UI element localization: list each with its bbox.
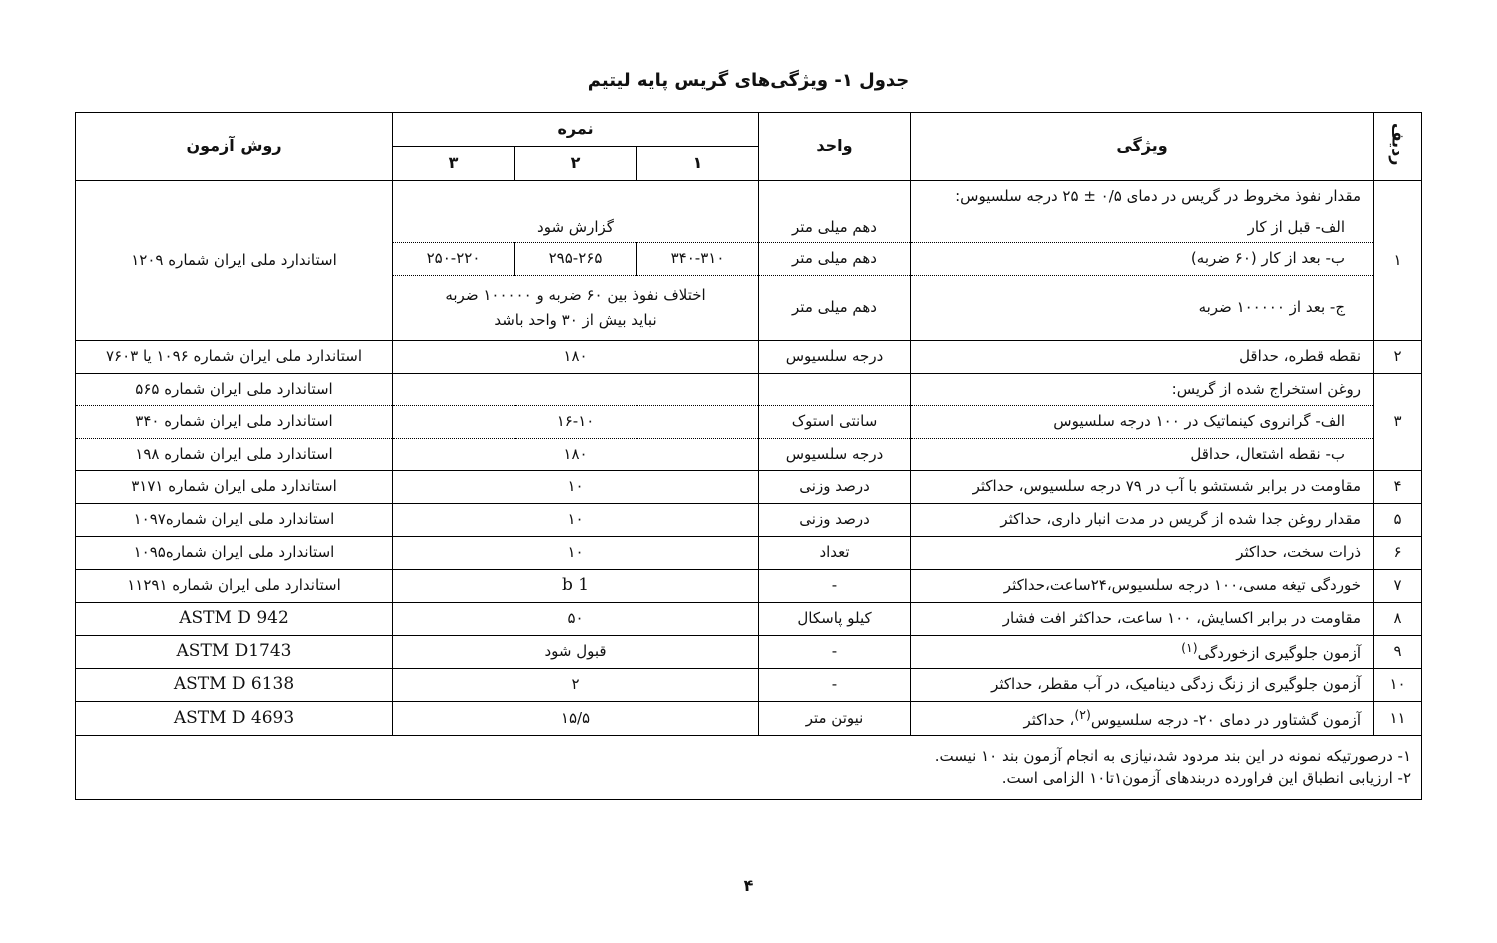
- unit-cell: دهم میلی متر: [759, 243, 911, 276]
- method-cell: ASTM D 942: [76, 603, 393, 636]
- grade-cell: ۲: [393, 669, 759, 702]
- grade-cell: ۵۰: [393, 603, 759, 636]
- property-cell: ذرات سخت، حداکثر: [911, 537, 1374, 570]
- unit-cell: -: [759, 669, 911, 702]
- notes-row: [76, 736, 1422, 800]
- property-cell: الف- گرانروی کینماتیک در ۱۰۰ درجه سلسیوس: [911, 406, 1374, 439]
- grade-cell: ۱۶-۱۰: [393, 406, 759, 439]
- property-text: ، حداکثر: [1023, 710, 1075, 729]
- table-row: [76, 406, 1422, 439]
- grade-cell: [393, 374, 759, 406]
- footnote-1: ۱- درصورتیکه نمونه در این بند مردود شد،نیازی به انجام آزمون بند ۱۰ نیست.: [934, 747, 1412, 766]
- row-number: ۱: [1374, 181, 1422, 341]
- header-row-1: [76, 113, 1422, 147]
- grade-cell: ۱۸۰: [393, 341, 759, 374]
- row-number: ۹: [1374, 636, 1422, 669]
- grade-cell: گزارش شود: [393, 213, 759, 243]
- header-test-method: روش آزمون: [76, 113, 393, 181]
- property-cell: الف- قبل از کار: [911, 213, 1374, 243]
- grease-specifications-table: [75, 112, 1422, 800]
- row-number: ۲: [1374, 341, 1422, 374]
- header-grade-2: ۲: [515, 147, 637, 181]
- unit-cell: درجه سلسیوس: [759, 439, 911, 471]
- grade-1-cell: ۳۴۰-۳۱۰: [637, 243, 759, 276]
- unit-cell: درصد وزنی: [759, 504, 911, 537]
- method-cell: استاندارد ملی ایران شماره۱۰۹۷: [76, 504, 393, 537]
- unit-cell: [759, 181, 911, 213]
- method-cell: ASTM D 6138: [76, 669, 393, 702]
- grade-2-cell: ۲۹۵-۲۶۵: [515, 243, 637, 276]
- unit-cell: درجه سلسیوس: [759, 341, 911, 374]
- property-cell: خوردگی تیغه مسی،۱۰۰ درجه سلسیوس،۲۴ساعت،حداکثر: [911, 570, 1374, 603]
- grade-cell: ۱۰: [393, 471, 759, 504]
- table-title: جدول ۱- ویژگی‌های گریس پایه لیتیم: [587, 70, 910, 91]
- unit-cell: نیوتن متر: [759, 702, 911, 736]
- footnotes: [76, 736, 1422, 800]
- method-cell: ASTM D1743: [76, 636, 393, 669]
- unit-cell: [759, 374, 911, 406]
- method-cell: استاندارد ملی ایران شماره ۵۶۵: [76, 374, 393, 406]
- property-cell: روغن استخراج شده از گریس:: [911, 374, 1374, 406]
- table-row: [76, 669, 1422, 702]
- row-number: ۳: [1374, 374, 1422, 471]
- method-cell: استاندارد ملی ایران شماره ۱۲۰۹: [76, 181, 393, 341]
- row-number: ۱۰: [1374, 669, 1422, 702]
- unit-cell: -: [759, 570, 911, 603]
- grade-cell: ۱۸۰: [393, 439, 759, 471]
- unit-cell: -: [759, 636, 911, 669]
- row-number: ۸: [1374, 603, 1422, 636]
- row-number: ۶: [1374, 537, 1422, 570]
- grade-cell: ۱۵/۵: [393, 702, 759, 736]
- row-number: ۴: [1374, 471, 1422, 504]
- header-grade-1: ۱: [637, 147, 759, 181]
- property-cell: ب- بعد از کار (۶۰ ضربه): [911, 243, 1374, 276]
- table-row: [76, 504, 1422, 537]
- unit-cell: کیلو پاسکال: [759, 603, 911, 636]
- header-radif: ردیف: [1374, 113, 1422, 181]
- unit-cell: سانتی استوک: [759, 406, 911, 439]
- table-row: [76, 570, 1422, 603]
- property-cell: مقاومت در برابر اکسایش، ۱۰۰ ساعت، حداکثر افت فشار: [911, 603, 1374, 636]
- property-cell: مقدار روغن جدا شده از گریس در مدت انبار داری، حداکثر: [911, 504, 1374, 537]
- method-cell: استاندارد ملی ایران شماره ۱۹۸: [76, 439, 393, 471]
- page-number: ۴: [743, 876, 754, 895]
- header-property: ویژگی: [911, 113, 1374, 181]
- property-cell: آزمون جلوگیری از زنگ زدگی دینامیک، در آب مقطر، حداکثر: [911, 669, 1374, 702]
- table-row: [76, 636, 1422, 669]
- method-cell: استاندارد ملی ایران شماره ۳۴۰: [76, 406, 393, 439]
- property-cell: ج- بعد از ۱۰۰۰۰۰ ضربه: [911, 276, 1374, 341]
- footnote-ref: (۱): [1181, 640, 1198, 656]
- method-cell: ASTM D 4693: [76, 702, 393, 736]
- header-grade-3: ۳: [393, 147, 515, 181]
- grade-cell: ۱۰: [393, 537, 759, 570]
- grade-3-cell: ۲۵۰-۲۲۰: [393, 243, 515, 276]
- method-cell: استاندارد ملی ایران شماره۱۰۹۵: [76, 537, 393, 570]
- unit-cell: درصد وزنی: [759, 471, 911, 504]
- row-number: ۵: [1374, 504, 1422, 537]
- table-row: [76, 471, 1422, 504]
- grade-cell: [393, 181, 759, 213]
- table-row: [76, 374, 1422, 406]
- row-number: ۷: [1374, 570, 1422, 603]
- unit-cell: تعداد: [759, 537, 911, 570]
- table-row: [76, 439, 1422, 471]
- table-row: [76, 341, 1422, 374]
- grade-cell: قبول شود: [393, 636, 759, 669]
- row-number: ۱۱: [1374, 702, 1422, 736]
- property-cell: [911, 636, 1374, 669]
- table-row: [76, 603, 1422, 636]
- grade-text-line: نباید بیش از ۳۰ واحد باشد: [494, 311, 657, 329]
- property-cell: مقاومت در برابر شستشو با آب در ۷۹ درجه سلسیوس، حداکثر: [911, 471, 1374, 504]
- table-row: [76, 702, 1422, 736]
- unit-cell: دهم میلی متر: [759, 276, 911, 341]
- grade-cell: ۱۰: [393, 504, 759, 537]
- method-cell: استاندارد ملی ایران شماره ۳۱۷۱: [76, 471, 393, 504]
- footnote-2: ۲- ارزیابی انطباق این فراورده دربندهای آزمون۱تا۱۰ الزامی است.: [1001, 768, 1412, 787]
- property-cell: ب- نقطه اشتعال، حداقل: [911, 439, 1374, 471]
- grade-cell: 1 b: [393, 570, 759, 603]
- property-cell: نقطه قطره، حداقل: [911, 341, 1374, 374]
- grade-text-line: اختلاف نفوذ بین ۶۰ ضربه و ۱۰۰۰۰۰ ضربه: [445, 285, 706, 304]
- footnote-ref: (۲): [1074, 706, 1091, 722]
- property-text: آزمون گشتاور در دمای ۲۰- درجه سلسیوس: [1090, 710, 1362, 729]
- property-cell: مقدار نفوذ مخروط در گریس در دمای ۰/۵ ± ۲۵ درجه سلسیوس:: [911, 181, 1374, 213]
- method-cell: استاندارد ملی ایران شماره ۱۰۹۶ یا ۷۶۰۳: [76, 341, 393, 374]
- property-cell: [911, 702, 1374, 736]
- table-row: [76, 181, 1422, 213]
- property-text: آزمون جلوگیری ازخوردگی: [1197, 644, 1362, 663]
- method-cell: استاندارد ملی ایران شماره ۱۱۲۹۱: [76, 570, 393, 603]
- grade-cell: [393, 276, 759, 341]
- header-unit: واحد: [759, 113, 911, 181]
- unit-cell: دهم میلی متر: [759, 213, 911, 243]
- table-row: [76, 537, 1422, 570]
- header-grade: نمره: [393, 113, 759, 147]
